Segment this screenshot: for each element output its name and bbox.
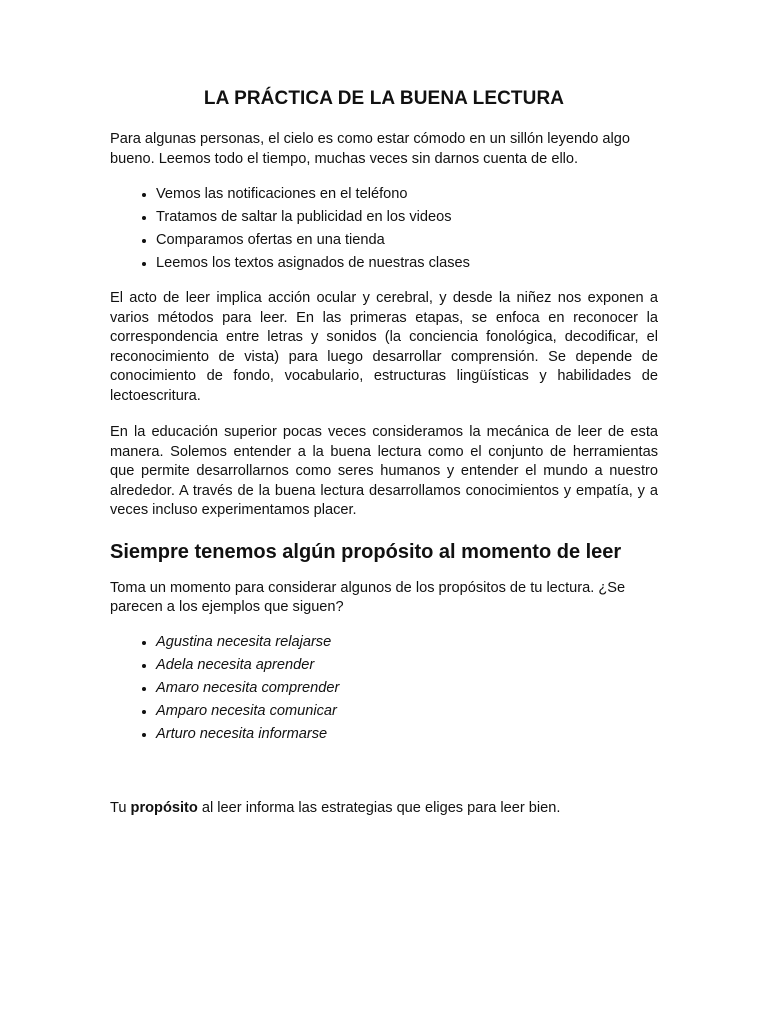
page-title: LA PRÁCTICA DE LA BUENA LECTURA — [203, 88, 565, 109]
list-item: • Vemos las notificaciones en el teléfono — [156, 183, 658, 206]
closing-text-before: Tu — [110, 799, 131, 816]
list-item: • Arturo necesita informarse — [156, 723, 658, 746]
list-item: • Adela necesita aprender — [156, 654, 658, 677]
section-heading: Siempre tenemos algún propósito al momento de leer — [110, 540, 622, 563]
body-paragraph-reading-act: El acto de leer implica acción ocular y cerebral, y desde la niñez nos exponen a varios métodos para leer. En las primeras etapas, se enfoca en reconocer la correspondencia entre letras y sonidos (la conciencia fonológica, decodificar, el reconocimiento de vista) para luego desarrollar comprensión. Se depende de conocimiento de fondo, vocabulario, estructuras lingüísticas y habilidades de lectoescritura. — [110, 290, 658, 404]
purpose-intro-paragraph: Toma un momento para considerar algunos de los propósitos de tu lectura. ¿Se parecen a los ejemplos que siguen? — [110, 579, 626, 615]
list-item: • Leemos los textos asignados de nuestras clases — [156, 252, 658, 275]
list-item: • Tratamos de saltar la publicidad en los videos — [156, 206, 658, 229]
closing-text-after: al leer informa las estrategias que eliges para leer bien. — [197, 799, 561, 816]
body-paragraph-higher-education: En la educación superior pocas veces consideramos la mecánica de leer de esta manera. Solemos entender a la buena lectura como el conjunto de herramientas que permite desarrollarnos como seres humanos y entender el mundo a nuestro alrededor. A través de la buena lectura desarrollamos conocimientos y empatía, y a veces incluso experimentamos placer. — [110, 424, 658, 518]
list-item: • Amaro necesita comprender — [156, 677, 658, 700]
list-item: • Agustina necesita relajarse — [156, 631, 658, 654]
closing-bold-word: propósito — [130, 799, 198, 816]
intro-paragraph: Para algunas personas, el cielo es como estar cómodo en un sillón leyendo algo bueno. Leemos todo el tiempo, muchas veces sin darnos cuenta de ello. — [110, 131, 631, 167]
purpose-examples-list — [110, 631, 658, 746]
closing-paragraph — [110, 799, 658, 819]
reading-examples-list — [110, 183, 658, 275]
list-item: • Comparamos ofertas en una tienda — [156, 229, 658, 252]
list-item: • Amparo necesita comunicar — [156, 700, 658, 723]
